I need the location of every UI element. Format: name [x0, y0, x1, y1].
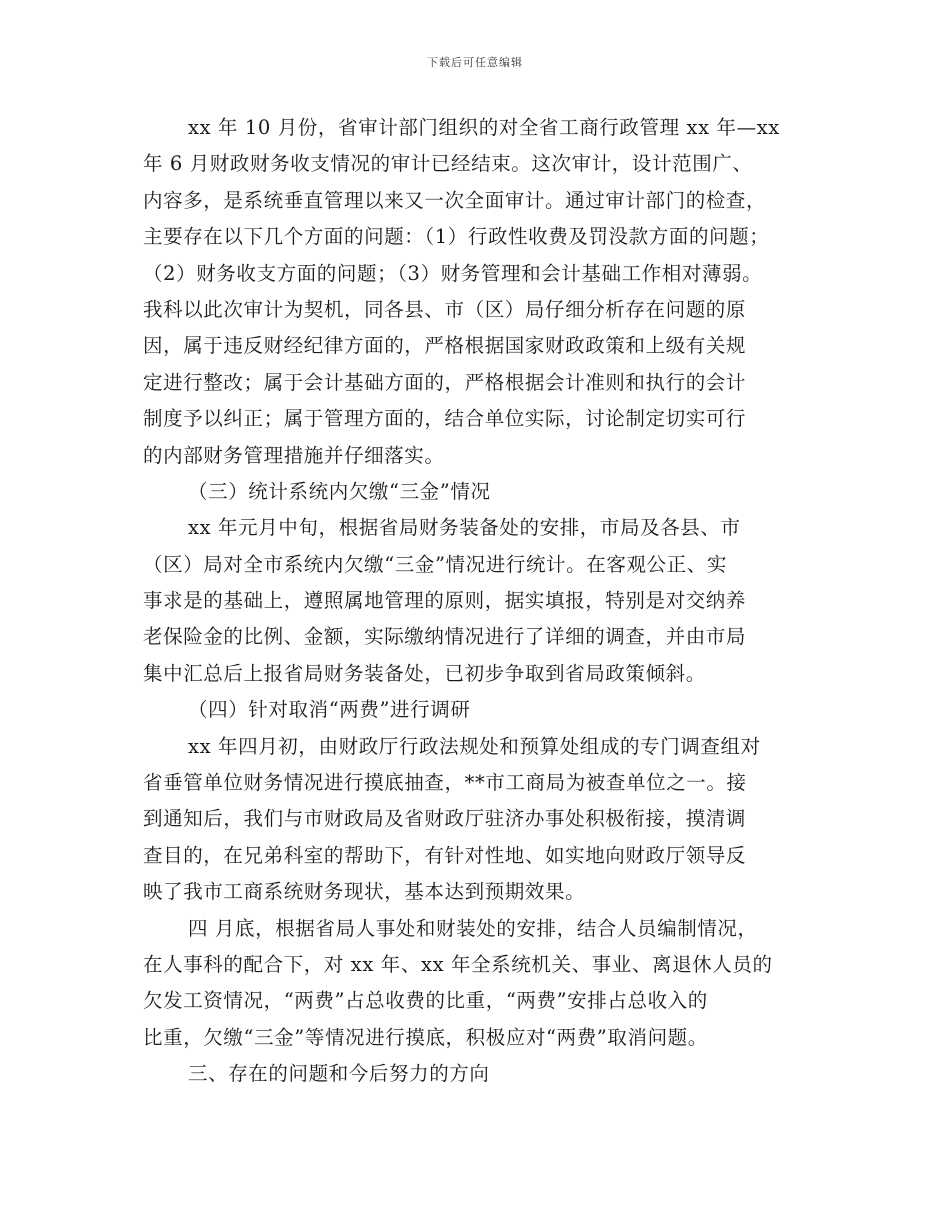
text-line: 省垂管单位财务情况进行摸底抽查，**市工商局为被查单位之一。接	[143, 771, 747, 795]
text-line: 集中汇总后上报省局财务装备处，已初步争取到省局政策倾斜。	[143, 661, 706, 685]
page-header: 下载后可任意编辑	[427, 56, 523, 69]
text-line: xx 年 10 月份，省审计部门组织的对全省工商行政管理 xx 年—xx	[188, 116, 780, 139]
text-line: 映了我市工商系统财务现状，基本达到预期效果。	[143, 880, 586, 904]
text-line: 到通知后，我们与市财政局及省财政厅驻济办事处积极衔接，摸清调	[143, 807, 747, 831]
text-line: 的内部财务管理措施并仔细落实。	[143, 443, 445, 467]
text-line: （四）针对取消“两费”进行调研	[188, 698, 471, 722]
text-line: 内容多，是系统垂直管理以来又一次全面审计。通过审计部门的检查，	[143, 188, 767, 212]
text-line: 三、存在的问题和今后努力的方向	[188, 1062, 490, 1086]
text-line: （区）局对全市系统内欠缴“三金”情况进行统计。在客观公正、实	[143, 552, 727, 576]
text-line: 年 6 月财政财务收支情况的审计已经结束。这次审计，设计范围广、	[143, 152, 753, 176]
text-line: 四 月底，根据省局人事处和财装处的安排，结合人员编制情况，	[188, 916, 758, 940]
text-line: 查目的，在兄弟科室的帮助下，有针对性地、如实地向财政厅领导反	[143, 843, 747, 867]
text-line: 定进行整改；属于会计基础方面的，严格根据会计准则和执行的会计	[143, 370, 747, 394]
text-line: 主要存在以下几个方面的问题：（1）行政性收费及罚没款方面的问题；	[143, 225, 770, 249]
text-line: （三）统计系统内欠缴“三金”情况	[188, 479, 491, 503]
text-line: 在人事科的配合下，对 xx 年、xx 年全系统机关、事业、离退休人员的	[143, 952, 773, 976]
text-line: 因，属于违反财经纪律方面的，严格根据国家财政政策和上级有关规	[143, 334, 747, 358]
text-line: 老保险金的比例、金额，实际缴纳情况进行了详细的调查，并由市局	[143, 625, 747, 649]
document-body	[143, 110, 813, 1093]
text-line: （2）财务收支方面的问题；（3）财务管理和会计基础工作相对薄弱。	[143, 261, 763, 285]
text-line: xx 年四月初，由财政厅行政法规处和预算处组成的专门调查组对	[188, 734, 761, 758]
text-line: 制度予以纠正；属于管理方面的，结合单位实际，讨论制定切实可行	[143, 407, 747, 431]
text-line: 欠发工资情况，“两费”占总收费的比重，“两费”安排占总收入的	[143, 989, 708, 1013]
text-line: xx 年元月中旬，根据省局财务装备处的安排，市局及各县、市	[188, 516, 741, 540]
text-line: 我科以此次审计为契机，同各县、市（区）局仔细分析存在问题的原	[143, 297, 747, 321]
text-line: 比重，欠缴“三金”等情况进行摸底，积极应对“两费”取消问题。	[143, 1025, 708, 1049]
text-line: 事求是的基础上，遵照属地管理的原则，据实填报，特别是对交纳养	[143, 589, 747, 613]
